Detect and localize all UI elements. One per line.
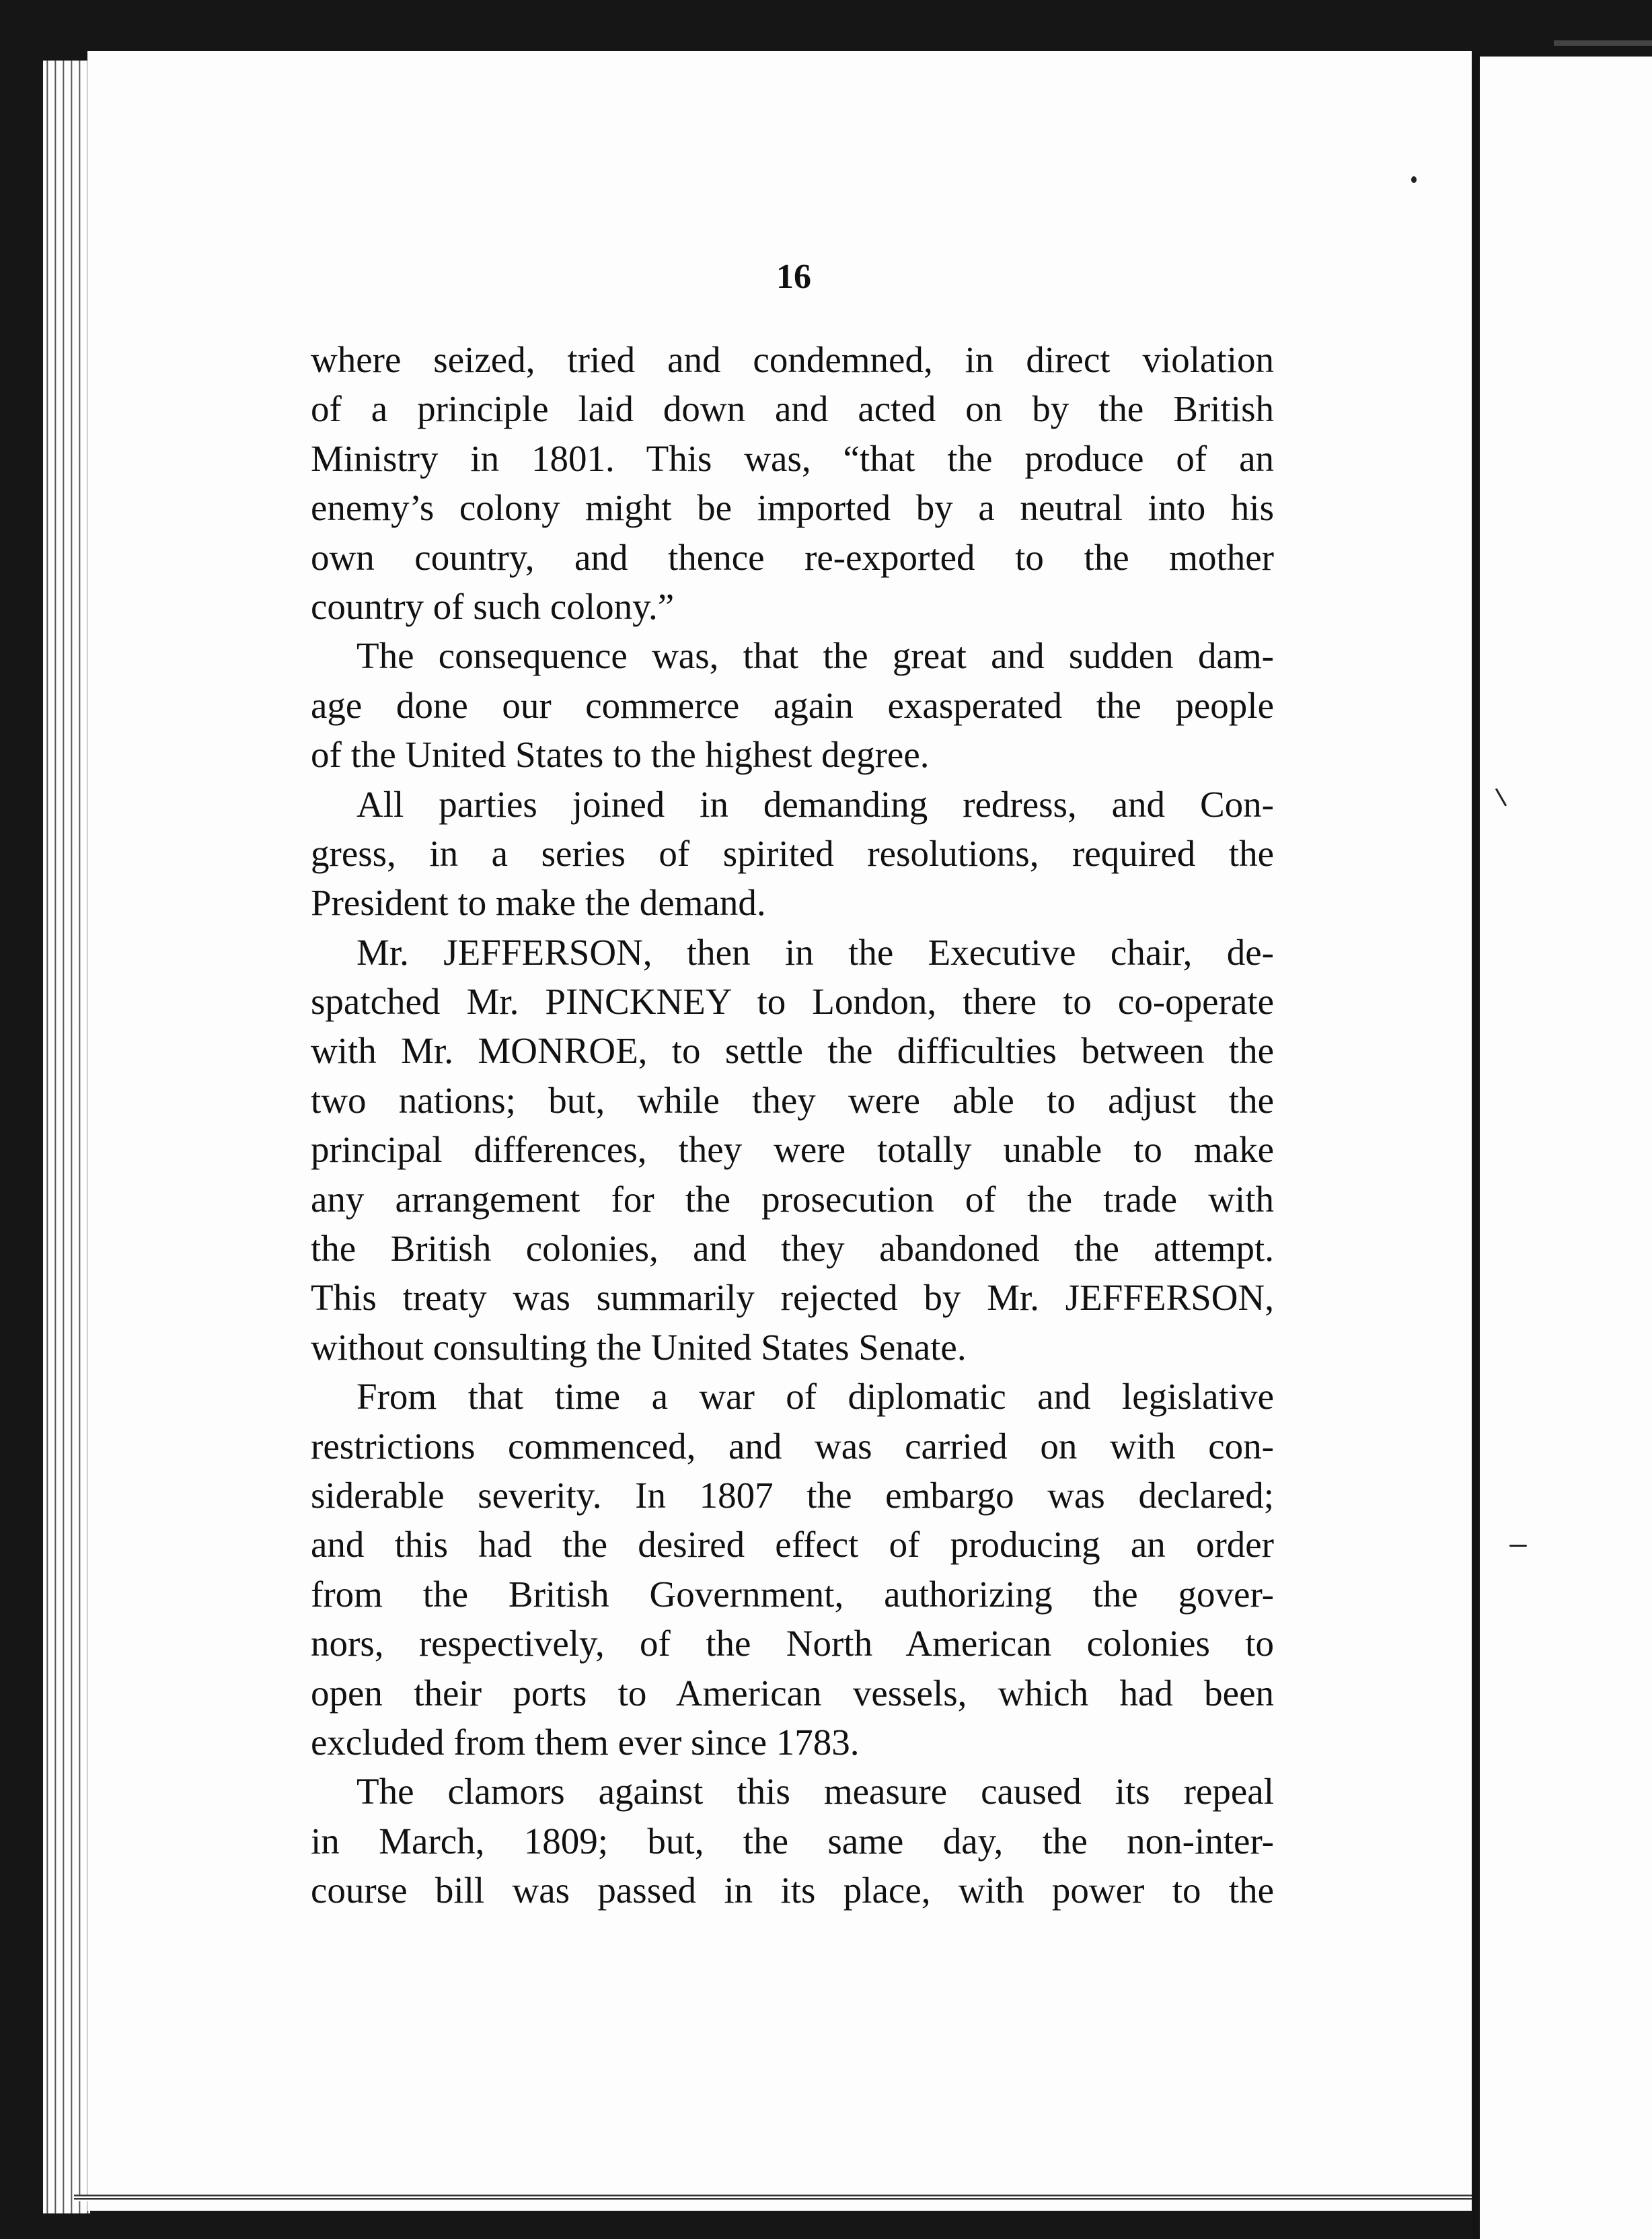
page-stack-edge [43, 61, 90, 2213]
text-line: open their ports to American vessels, which had been [311, 1672, 1274, 1714]
text-line: any arrangement for the prosecution of the trade with [311, 1178, 1274, 1220]
text-line: gress, in a series of spirited resolutions, required the [311, 832, 1274, 874]
text-line: of the United States to the highest degree. [311, 734, 930, 776]
text-line: two nations; but, while they were able to adjust the [311, 1079, 1274, 1121]
text-line: This treaty was summarily rejected by Mr. JEFFERSON, [311, 1277, 1274, 1319]
text-line: of a principle laid down and acted on by the British [311, 388, 1274, 430]
text-line: without consulting the United States Senate. [311, 1326, 967, 1368]
text-line: own country, and thence re-exported to the mother [311, 536, 1274, 578]
text-line: All parties joined in demanding redress, and Con- [356, 783, 1274, 825]
text-line: From that time a war of diplomatic and legislative [356, 1376, 1274, 1418]
text-line: where seized, tried and condemned, in direct violation [311, 339, 1274, 380]
text-line: principal differences, they were totally unable to make [311, 1129, 1274, 1171]
text-line: with Mr. MONROE, to settle the difficulties between the [311, 1030, 1274, 1072]
facing-page-edge [1480, 57, 1652, 2239]
text-line: Ministry in 1801. This was, “that the produce of an [311, 437, 1274, 479]
text-line: The clamors against this measure caused its repeal [356, 1771, 1274, 1812]
dust-speck [1411, 176, 1417, 183]
text-line: Mr. JEFFERSON, then in the Executive chair, de- [356, 931, 1274, 973]
text-line: from the British Government, authorizing the gover- [311, 1573, 1274, 1615]
text-line: spatched Mr. PINCKNEY to London, there to co-operate [311, 981, 1274, 1023]
page-number: 16 [776, 258, 811, 296]
text-line: excluded from them ever since 1783. [311, 1721, 860, 1763]
text-line: country of such colony.” [311, 585, 675, 627]
page-bottom-edge [74, 2195, 1487, 2201]
body-text [311, 335, 1274, 1915]
text-line: nors, respectively, of the North American colonies to [311, 1623, 1274, 1664]
text-line: in March, 1809; but, the same day, the non-inter- [311, 1820, 1274, 1862]
text-line: enemy’s colony might be imported by a neutral into his [311, 487, 1274, 529]
facing-page-top-mark [1554, 40, 1652, 46]
text-line: President to make the demand. [311, 882, 766, 924]
text-line: course bill was passed in its place, with power to the [311, 1870, 1274, 1911]
text-line: The consequence was, that the great and sudden dam- [356, 635, 1274, 677]
text-line: and this had the desired effect of producing an order [311, 1524, 1274, 1566]
text-line: siderable severity. In 1807 the embargo was declared; [311, 1474, 1274, 1516]
dust-speck [1509, 1545, 1527, 1547]
text-line: the British colonies, and they abandoned the attempt. [311, 1228, 1274, 1270]
text-line: restrictions commenced, and was carried on with con- [311, 1425, 1274, 1467]
text-line: age done our commerce again exasperated the people [311, 684, 1274, 726]
